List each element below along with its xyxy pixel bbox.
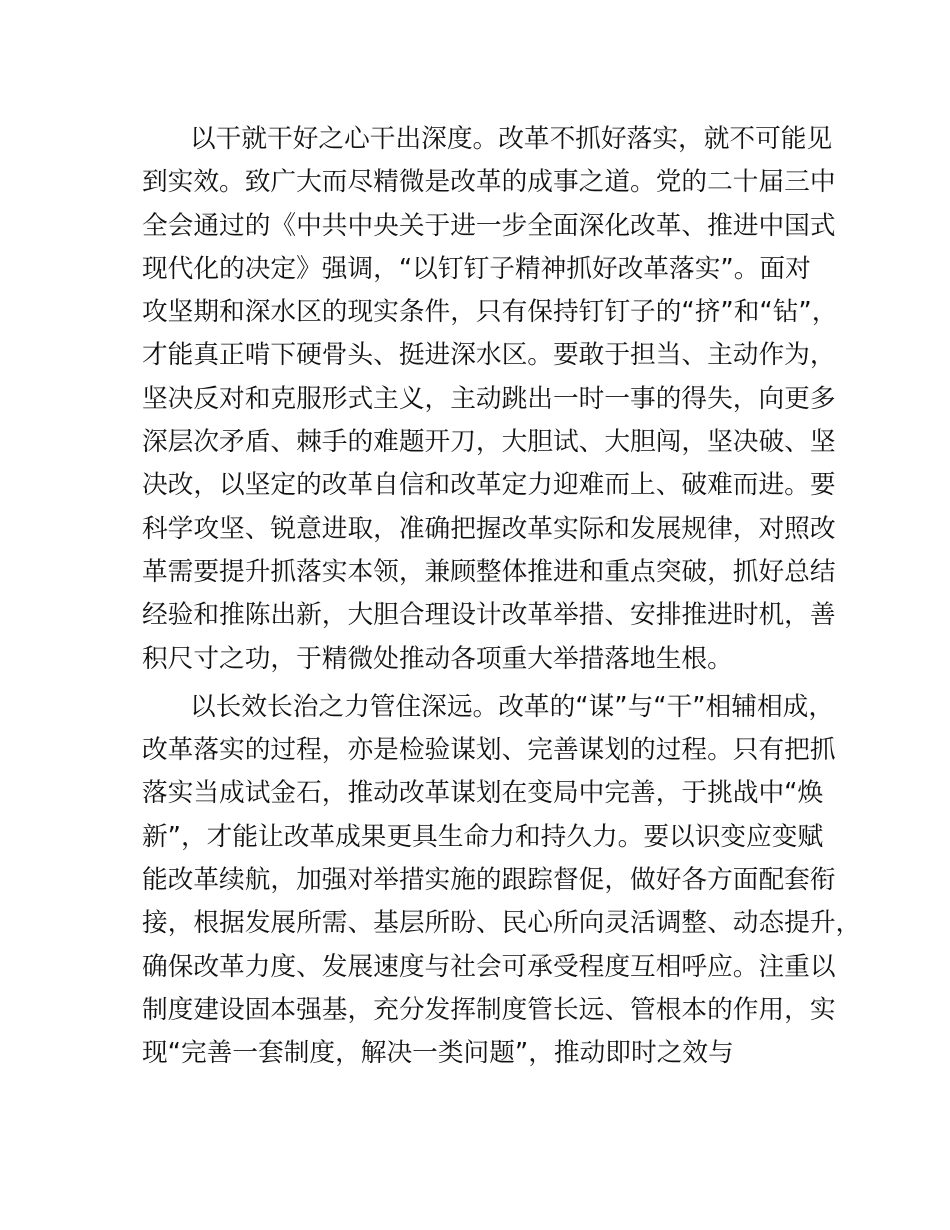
text-line: 全会通过的《中共中央关于进一步全面深化改革、推进中国式 <box>142 210 836 241</box>
text-line: 深层次矛盾、棘手的难题开刀，大胆试、大胆闯，坚决破、坚 <box>142 427 836 458</box>
paragraph-1 <box>142 118 842 681</box>
text-line: 改革落实的过程，亦是检验谋划、完善谋划的过程。只有把抓 <box>142 735 836 766</box>
text-line: 决改，以坚定的改革自信和改革定力迎难而上、破难而进。要 <box>142 470 836 501</box>
text-line: 经验和推陈出新，大胆合理设计改革举措、安排推进时机，善 <box>142 600 836 631</box>
text-line: 攻坚期和深水区的现实条件，只有保持钉钉子的“挤”和“钻”， <box>142 297 838 328</box>
text-line: 接，根据发展所需、基层所盼、民心所向灵活调整、动态提升， <box>142 908 862 939</box>
text-line: 落实当成试金石，推动改革谋划在变局中完善，于挑战中“焕 <box>142 778 824 809</box>
text-line: 以长效长治之力管住深远。改革的“谋”与“干”相辅相成， <box>190 691 835 722</box>
text-line: 制度建设固本强基，充分发挥制度管长远、管根本的作用，实 <box>142 994 836 1025</box>
text-line: 革需要提升抓落实本领，兼顾整体推进和重点突破，抓好总结 <box>142 556 836 587</box>
document-page <box>142 118 862 1081</box>
text-line: 能改革续航，加强对举措实施的跟踪督促，做好各方面配套衔 <box>142 865 836 896</box>
text-line: 新”，才能让改革成果更具生命力和持久力。要以识变应变赋 <box>142 821 824 852</box>
paragraph-2 <box>142 686 862 1076</box>
text-line: 坚决反对和克服形式主义，主动跳出一时一事的得失，向更多 <box>142 383 836 414</box>
text-line: 才能真正啃下硬骨头、挺进深水区。要敢于担当、主动作为， <box>142 340 836 371</box>
text-line: 确保改革力度、发展速度与社会可承受程度互相呼应。注重以 <box>142 951 836 982</box>
text-line: 以干就干好之心干出深度。改革不抓好落实，就不可能见 <box>190 124 833 154</box>
text-line: 现“完善一套制度，解决一类问题”，推动即时之效与 <box>142 1038 734 1069</box>
text-line: 积尺寸之功，于精微处推动各项重大举措落地生根。 <box>142 643 733 674</box>
text-line: 科学攻坚、锐意进取，准确把握改革实际和发展规律，对照改 <box>142 513 836 544</box>
text-line: 现代化的决定》强调，“以钉钉子精神抓好改革落实”。面对 <box>142 253 811 284</box>
text-line: 到实效。致广大而尽精微是改革的成事之道。党的二十届三中 <box>142 167 836 198</box>
